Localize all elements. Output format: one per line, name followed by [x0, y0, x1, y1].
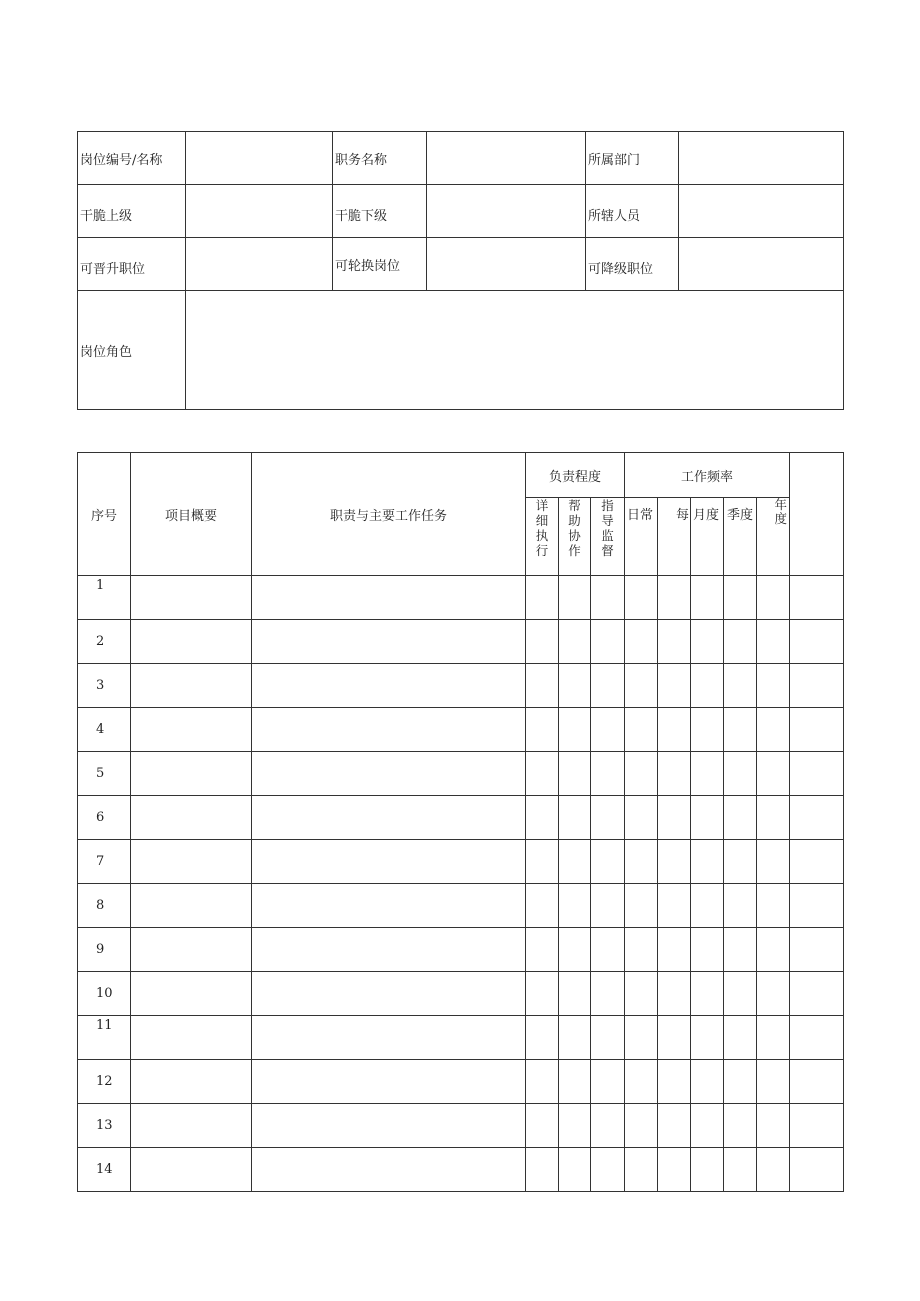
row-cell[interactable]	[658, 576, 691, 620]
row-number: 4	[78, 708, 131, 752]
row-cell[interactable]	[559, 840, 591, 884]
row-cell[interactable]	[252, 840, 526, 884]
row-cell[interactable]	[625, 576, 658, 620]
row-number: 8	[78, 884, 131, 928]
row-cell[interactable]	[559, 884, 591, 928]
table-row	[78, 752, 844, 796]
row-cell[interactable]	[131, 840, 252, 884]
row-cell[interactable]	[790, 884, 844, 928]
row-cell[interactable]	[559, 928, 591, 972]
row-cell[interactable]	[252, 664, 526, 708]
row-cell[interactable]	[691, 708, 724, 752]
row-cell[interactable]	[724, 620, 757, 664]
row-cell[interactable]	[131, 972, 252, 1016]
job-title-field[interactable]	[427, 132, 586, 185]
row-cell[interactable]	[691, 664, 724, 708]
row-cell[interactable]	[131, 752, 252, 796]
row-cell[interactable]	[526, 972, 559, 1016]
row-cell[interactable]	[790, 708, 844, 752]
row-cell[interactable]	[526, 796, 559, 840]
tasks-header: 职责与主要工作任务	[252, 453, 526, 576]
row-cell[interactable]	[591, 576, 625, 620]
job-title-label: 职务名称	[333, 132, 427, 185]
row-number: 1	[78, 576, 131, 620]
row-cell[interactable]	[658, 796, 691, 840]
row-cell[interactable]	[252, 1148, 526, 1192]
row-cell[interactable]	[559, 1148, 591, 1192]
row-cell[interactable]	[131, 1104, 252, 1148]
row-cell[interactable]	[757, 972, 790, 1016]
row-cell[interactable]	[658, 620, 691, 664]
table-row	[78, 972, 844, 1016]
row-cell[interactable]	[252, 620, 526, 664]
row-cell[interactable]	[724, 796, 757, 840]
row-cell[interactable]	[526, 1060, 559, 1104]
row-cell[interactable]	[252, 796, 526, 840]
row-cell[interactable]	[559, 664, 591, 708]
freq-daily: 日常	[625, 498, 658, 576]
row-cell[interactable]	[252, 1060, 526, 1104]
row-cell[interactable]	[559, 972, 591, 1016]
position-id-name-field[interactable]	[186, 132, 333, 185]
row-cell[interactable]	[591, 972, 625, 1016]
row-cell[interactable]	[757, 752, 790, 796]
row-cell[interactable]	[790, 928, 844, 972]
row-number: 11	[78, 1016, 131, 1060]
row-cell[interactable]	[757, 1148, 790, 1192]
row-cell[interactable]	[625, 620, 658, 664]
staff-under-field[interactable]	[679, 185, 844, 238]
row-cell[interactable]	[526, 752, 559, 796]
row-cell[interactable]	[691, 840, 724, 884]
row-cell[interactable]	[724, 576, 757, 620]
row-cell[interactable]	[526, 928, 559, 972]
row-number: 10	[78, 972, 131, 1016]
row-cell[interactable]	[526, 1104, 559, 1148]
freq-annual: 年 度	[757, 498, 790, 576]
demotion-position-label: 可降级职位	[586, 238, 679, 291]
row-cell[interactable]	[591, 796, 625, 840]
row-number: 2	[78, 620, 131, 664]
row-cell[interactable]	[591, 752, 625, 796]
promotion-position-label: 可晋升职位	[78, 238, 186, 291]
row-cell[interactable]	[131, 576, 252, 620]
row-cell[interactable]	[591, 708, 625, 752]
row-cell[interactable]	[131, 708, 252, 752]
row-cell[interactable]	[658, 928, 691, 972]
row-cell[interactable]	[591, 1016, 625, 1060]
row-cell[interactable]	[658, 752, 691, 796]
table-row	[78, 1104, 844, 1148]
row-cell[interactable]	[625, 1148, 658, 1192]
row-cell[interactable]	[559, 1060, 591, 1104]
row-cell[interactable]	[658, 1016, 691, 1060]
row-cell[interactable]	[131, 664, 252, 708]
extra-header-cell	[790, 453, 844, 576]
row-cell[interactable]	[559, 576, 591, 620]
row-cell[interactable]	[131, 884, 252, 928]
row-cell[interactable]	[252, 972, 526, 1016]
responsibility-header: 负责程度	[526, 453, 625, 498]
row-cell[interactable]	[591, 928, 625, 972]
row-cell[interactable]	[559, 1016, 591, 1060]
row-cell[interactable]	[691, 928, 724, 972]
row-cell[interactable]	[526, 620, 559, 664]
row-cell[interactable]	[625, 972, 658, 1016]
row-cell[interactable]	[526, 708, 559, 752]
row-number: 13	[78, 1104, 131, 1148]
row-number: 14	[78, 1148, 131, 1192]
row-cell[interactable]	[559, 1104, 591, 1148]
row-cell[interactable]	[591, 1104, 625, 1148]
position-role-field[interactable]	[186, 291, 844, 410]
rotation-position-label: 可轮换岗位	[333, 238, 427, 291]
row-cell[interactable]	[658, 708, 691, 752]
row-cell[interactable]	[724, 1060, 757, 1104]
rotation-position-field[interactable]	[427, 238, 586, 291]
row-cell[interactable]	[252, 752, 526, 796]
row-cell[interactable]	[131, 1060, 252, 1104]
position-info-table	[77, 131, 844, 410]
direct-subordinate-field[interactable]	[427, 185, 586, 238]
row-cell[interactable]	[790, 840, 844, 884]
freq-monthly: 月度	[691, 498, 724, 576]
row-cell[interactable]	[757, 840, 790, 884]
row-cell[interactable]	[252, 1016, 526, 1060]
row-cell[interactable]	[252, 708, 526, 752]
row-number: 7	[78, 840, 131, 884]
row-cell[interactable]	[691, 1016, 724, 1060]
row-cell[interactable]	[658, 1104, 691, 1148]
table-row	[78, 840, 844, 884]
row-cell[interactable]	[790, 576, 844, 620]
row-cell[interactable]	[757, 1104, 790, 1148]
table-row	[78, 664, 844, 708]
row-cell[interactable]	[658, 972, 691, 1016]
row-cell[interactable]	[757, 928, 790, 972]
row-cell[interactable]	[691, 576, 724, 620]
row-cell[interactable]	[559, 708, 591, 752]
row-number: 3	[78, 664, 131, 708]
staff-under-label: 所辖人员	[586, 185, 679, 238]
row-number: 6	[78, 796, 131, 840]
row-cell[interactable]	[559, 796, 591, 840]
table-row	[78, 884, 844, 928]
row-cell[interactable]	[790, 620, 844, 664]
row-cell[interactable]	[252, 576, 526, 620]
row-cell[interactable]	[625, 708, 658, 752]
row-cell[interactable]	[790, 752, 844, 796]
row-cell[interactable]	[658, 840, 691, 884]
row-cell[interactable]	[757, 708, 790, 752]
row-cell[interactable]	[625, 928, 658, 972]
row-cell[interactable]	[757, 1016, 790, 1060]
promotion-position-field[interactable]	[186, 238, 333, 291]
row-cell[interactable]	[724, 752, 757, 796]
table-row	[78, 576, 844, 620]
row-cell[interactable]	[252, 928, 526, 972]
row-cell[interactable]	[252, 884, 526, 928]
table-row	[78, 708, 844, 752]
row-cell[interactable]	[691, 796, 724, 840]
row-cell[interactable]	[131, 928, 252, 972]
row-cell[interactable]	[724, 972, 757, 1016]
summary-header: 项目概要	[131, 453, 252, 576]
direct-superior-label: 干脆上级	[78, 185, 186, 238]
row-cell[interactable]	[724, 708, 757, 752]
row-cell[interactable]	[526, 576, 559, 620]
row-cell[interactable]	[559, 620, 591, 664]
row-cell[interactable]	[591, 1148, 625, 1192]
table-row	[78, 1060, 844, 1104]
row-number: 12	[78, 1060, 131, 1104]
row-cell[interactable]	[790, 972, 844, 1016]
row-cell[interactable]	[591, 840, 625, 884]
row-cell[interactable]	[790, 1148, 844, 1192]
direct-superior-field[interactable]	[186, 185, 333, 238]
demotion-position-field[interactable]	[679, 238, 844, 291]
row-cell[interactable]	[691, 1060, 724, 1104]
row-cell[interactable]	[724, 1016, 757, 1060]
row-cell[interactable]	[757, 796, 790, 840]
table-row	[78, 1016, 844, 1060]
row-cell[interactable]	[757, 664, 790, 708]
position-role-label: 岗位角色	[78, 291, 186, 410]
row-cell[interactable]	[658, 1148, 691, 1192]
row-cell[interactable]	[131, 1016, 252, 1060]
table-row	[78, 620, 844, 664]
row-cell[interactable]	[790, 1016, 844, 1060]
row-cell[interactable]	[526, 1016, 559, 1060]
row-cell[interactable]	[691, 620, 724, 664]
row-cell[interactable]	[790, 796, 844, 840]
row-cell[interactable]	[757, 1060, 790, 1104]
position-id-name-label: 岗位编号/名称	[78, 132, 186, 185]
level-assist-cooperate: 帮 助 协 作	[559, 498, 591, 576]
row-cell[interactable]	[724, 1104, 757, 1148]
row-cell[interactable]	[526, 840, 559, 884]
row-cell[interactable]	[591, 664, 625, 708]
level-guide-supervise: 指 导 监 督	[591, 498, 625, 576]
row-cell[interactable]	[559, 752, 591, 796]
row-cell[interactable]	[658, 884, 691, 928]
row-cell[interactable]	[724, 664, 757, 708]
row-cell[interactable]	[691, 1104, 724, 1148]
row-cell[interactable]	[691, 752, 724, 796]
table-row	[78, 1148, 844, 1192]
level-detailed-execution: 详 细 执 行	[526, 498, 559, 576]
row-cell[interactable]	[131, 1148, 252, 1192]
department-label: 所属部门	[586, 132, 679, 185]
table-row	[78, 796, 844, 840]
row-cell[interactable]	[691, 884, 724, 928]
row-cell[interactable]	[131, 796, 252, 840]
freq-quarterly: 季度	[724, 498, 757, 576]
freq-each: 每	[658, 498, 691, 576]
row-cell[interactable]	[691, 972, 724, 1016]
table-row	[78, 928, 844, 972]
row-cell[interactable]	[625, 1060, 658, 1104]
row-cell[interactable]	[625, 1104, 658, 1148]
row-cell[interactable]	[724, 840, 757, 884]
row-cell[interactable]	[757, 884, 790, 928]
direct-subordinate-label: 干脆下级	[333, 185, 427, 238]
row-cell[interactable]	[724, 884, 757, 928]
row-cell[interactable]	[790, 1104, 844, 1148]
row-cell[interactable]	[790, 1060, 844, 1104]
row-cell[interactable]	[625, 840, 658, 884]
row-cell[interactable]	[625, 884, 658, 928]
row-cell[interactable]	[724, 1148, 757, 1192]
row-cell[interactable]	[526, 664, 559, 708]
row-cell[interactable]	[252, 1104, 526, 1148]
row-cell[interactable]	[658, 664, 691, 708]
row-cell[interactable]	[691, 1148, 724, 1192]
row-cell[interactable]	[591, 884, 625, 928]
row-cell[interactable]	[526, 1148, 559, 1192]
row-cell[interactable]	[591, 620, 625, 664]
row-cell[interactable]	[526, 884, 559, 928]
row-cell[interactable]	[625, 1016, 658, 1060]
row-cell[interactable]	[757, 576, 790, 620]
row-cell[interactable]	[658, 1060, 691, 1104]
row-cell[interactable]	[591, 1060, 625, 1104]
row-cell[interactable]	[625, 752, 658, 796]
frequency-header: 工作频率	[625, 453, 790, 498]
row-number: 5	[78, 752, 131, 796]
row-cell[interactable]	[724, 928, 757, 972]
duties-table	[77, 452, 844, 1192]
row-cell[interactable]	[790, 664, 844, 708]
seq-header: 序号	[78, 453, 131, 576]
row-cell[interactable]	[625, 664, 658, 708]
row-cell[interactable]	[757, 620, 790, 664]
department-field[interactable]	[679, 132, 844, 185]
row-cell[interactable]	[131, 620, 252, 664]
row-number: 9	[78, 928, 131, 972]
row-cell[interactable]	[625, 796, 658, 840]
